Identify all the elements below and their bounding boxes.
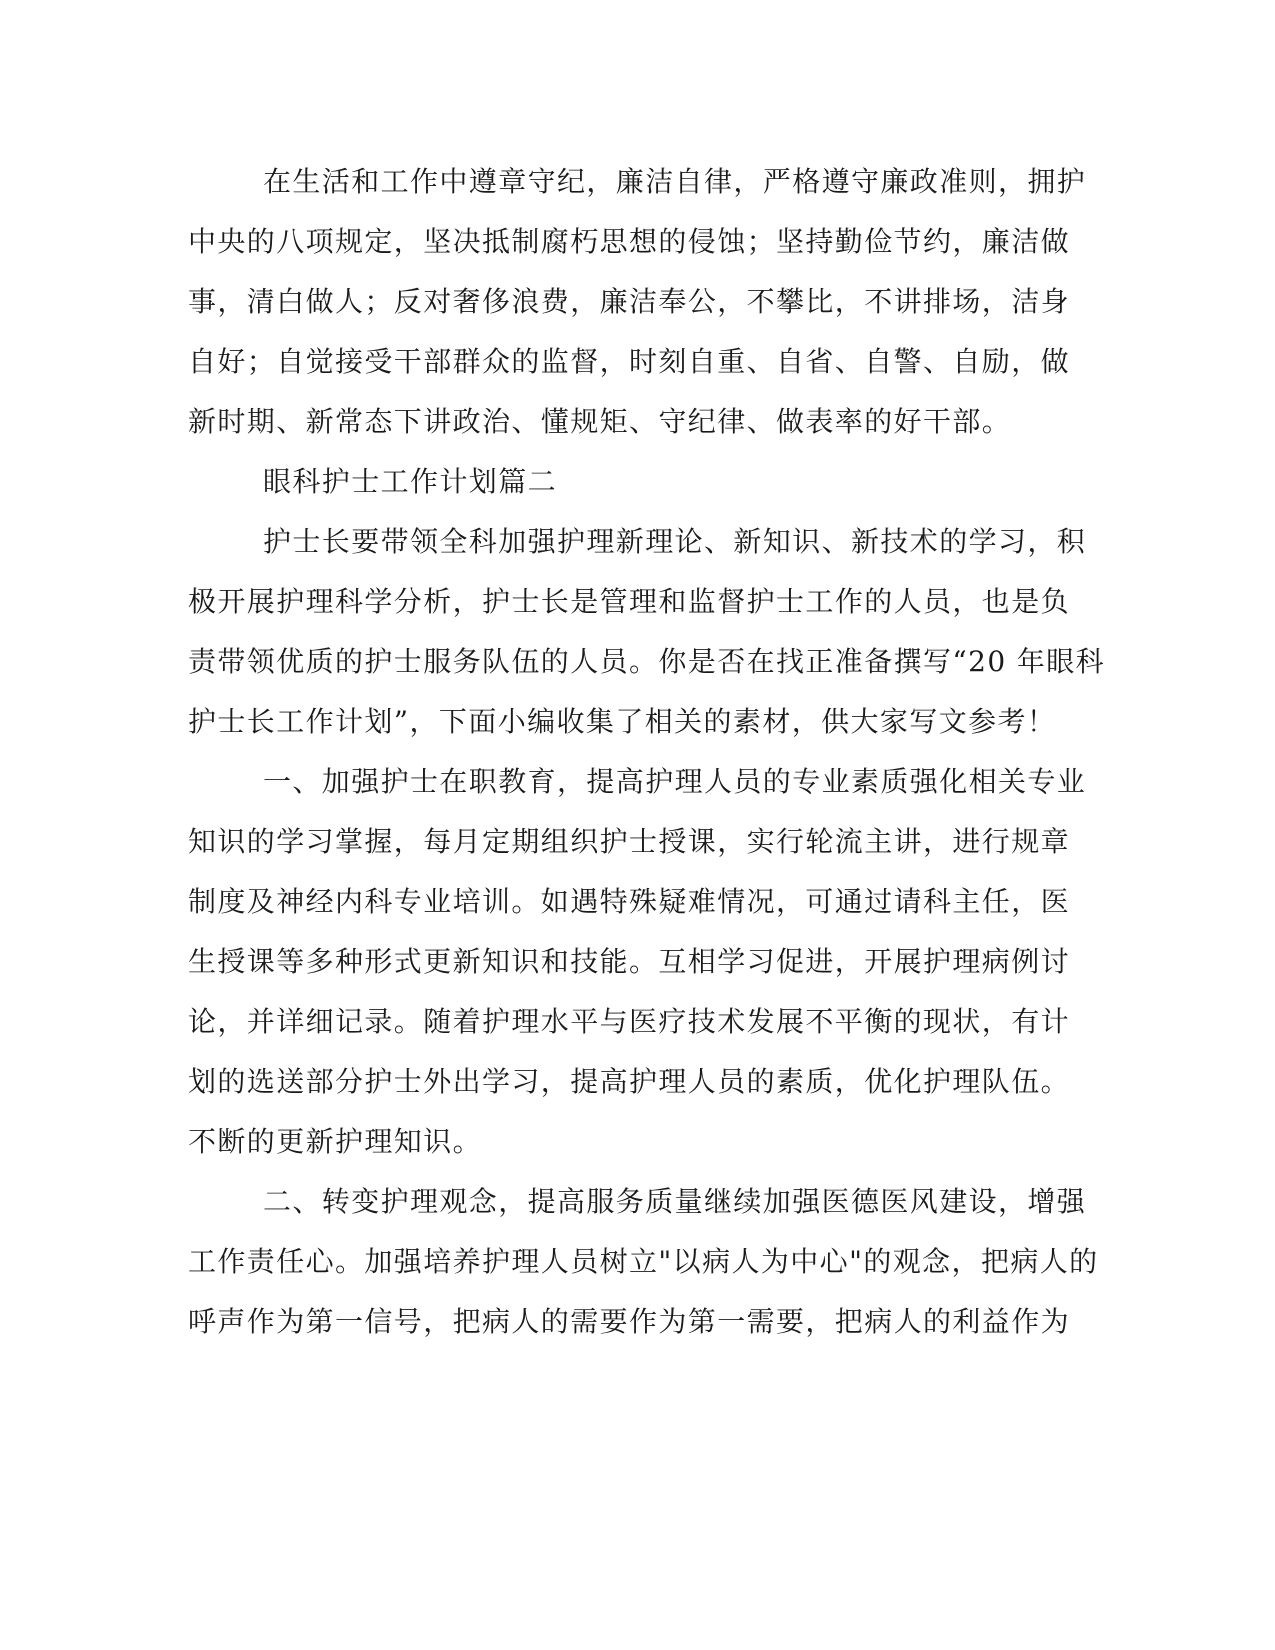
paragraph-line: 划的选送部分护士外出学习，提高护理人员的素质，优化护理队伍。 bbox=[188, 1065, 1071, 1098]
paragraph-line: 在生活和工作中遵章守纪，廉洁自律，严格遵守廉政准则，拥护 bbox=[263, 165, 1087, 198]
paragraph-line: 中央的八项规定，坚决抵制腐朽思想的侵蚀；坚持勤俭节约，廉洁做 bbox=[188, 225, 1071, 258]
paragraph-line: 护士长工作计划”，下面小编收集了相关的素材，供大家写文参考！ bbox=[188, 705, 1057, 738]
paragraph-line: 一、加强护士在职教育，提高护理人员的专业素质强化相关专业 bbox=[263, 765, 1087, 798]
paragraph-line: 不断的更新护理知识。 bbox=[188, 1125, 483, 1158]
paragraph-line: 护士长要带领全科加强护理新理论、新知识、新技术的学习，积 bbox=[263, 525, 1087, 558]
document-body bbox=[188, 152, 1106, 1352]
paragraph-line: 工作责任心。加强培养护理人员树立"以病人为中心"的观念，把病人的 bbox=[188, 1245, 1099, 1278]
paragraph-line: 二、转变护理观念，提高服务质量继续加强医德医风建设，增强 bbox=[263, 1185, 1087, 1218]
paragraph-line: 新时期、新常态下讲政治、懂规矩、守纪律、做表率的好干部。 bbox=[188, 405, 1012, 438]
paragraph-line: 自好；自觉接受干部群众的监督，时刻自重、自省、自警、自励，做 bbox=[188, 345, 1071, 378]
paragraph-line: 极开展护理科学分析，护士长是管理和监督护士工作的人员，也是负 bbox=[188, 585, 1071, 618]
paragraph-line: 论，并详细记录。随着护理水平与医疗技术发展不平衡的现状，有计 bbox=[188, 1005, 1071, 1038]
section-heading: 眼科护士工作计划篇二 bbox=[263, 465, 558, 498]
paragraph-line: 生授课等多种形式更新知识和技能。互相学习促进，开展护理病例讨 bbox=[188, 945, 1071, 978]
paragraph-line: 呼声作为第一信号，把病人的需要作为第一需要，把病人的利益作为 bbox=[188, 1305, 1071, 1338]
paragraph-line: 责带领优质的护士服务队伍的人员。你是否在找正准备撰写“20 年眼科 bbox=[188, 645, 1106, 678]
paragraph-line: 事，清白做人；反对奢侈浪费，廉洁奉公，不攀比，不讲排场，洁身 bbox=[188, 285, 1071, 318]
paragraph-line: 制度及神经内科专业培训。如遇特殊疑难情况，可通过请科主任，医 bbox=[188, 885, 1071, 918]
paragraph-line: 知识的学习掌握，每月定期组织护士授课，实行轮流主讲，进行规章 bbox=[188, 825, 1071, 858]
